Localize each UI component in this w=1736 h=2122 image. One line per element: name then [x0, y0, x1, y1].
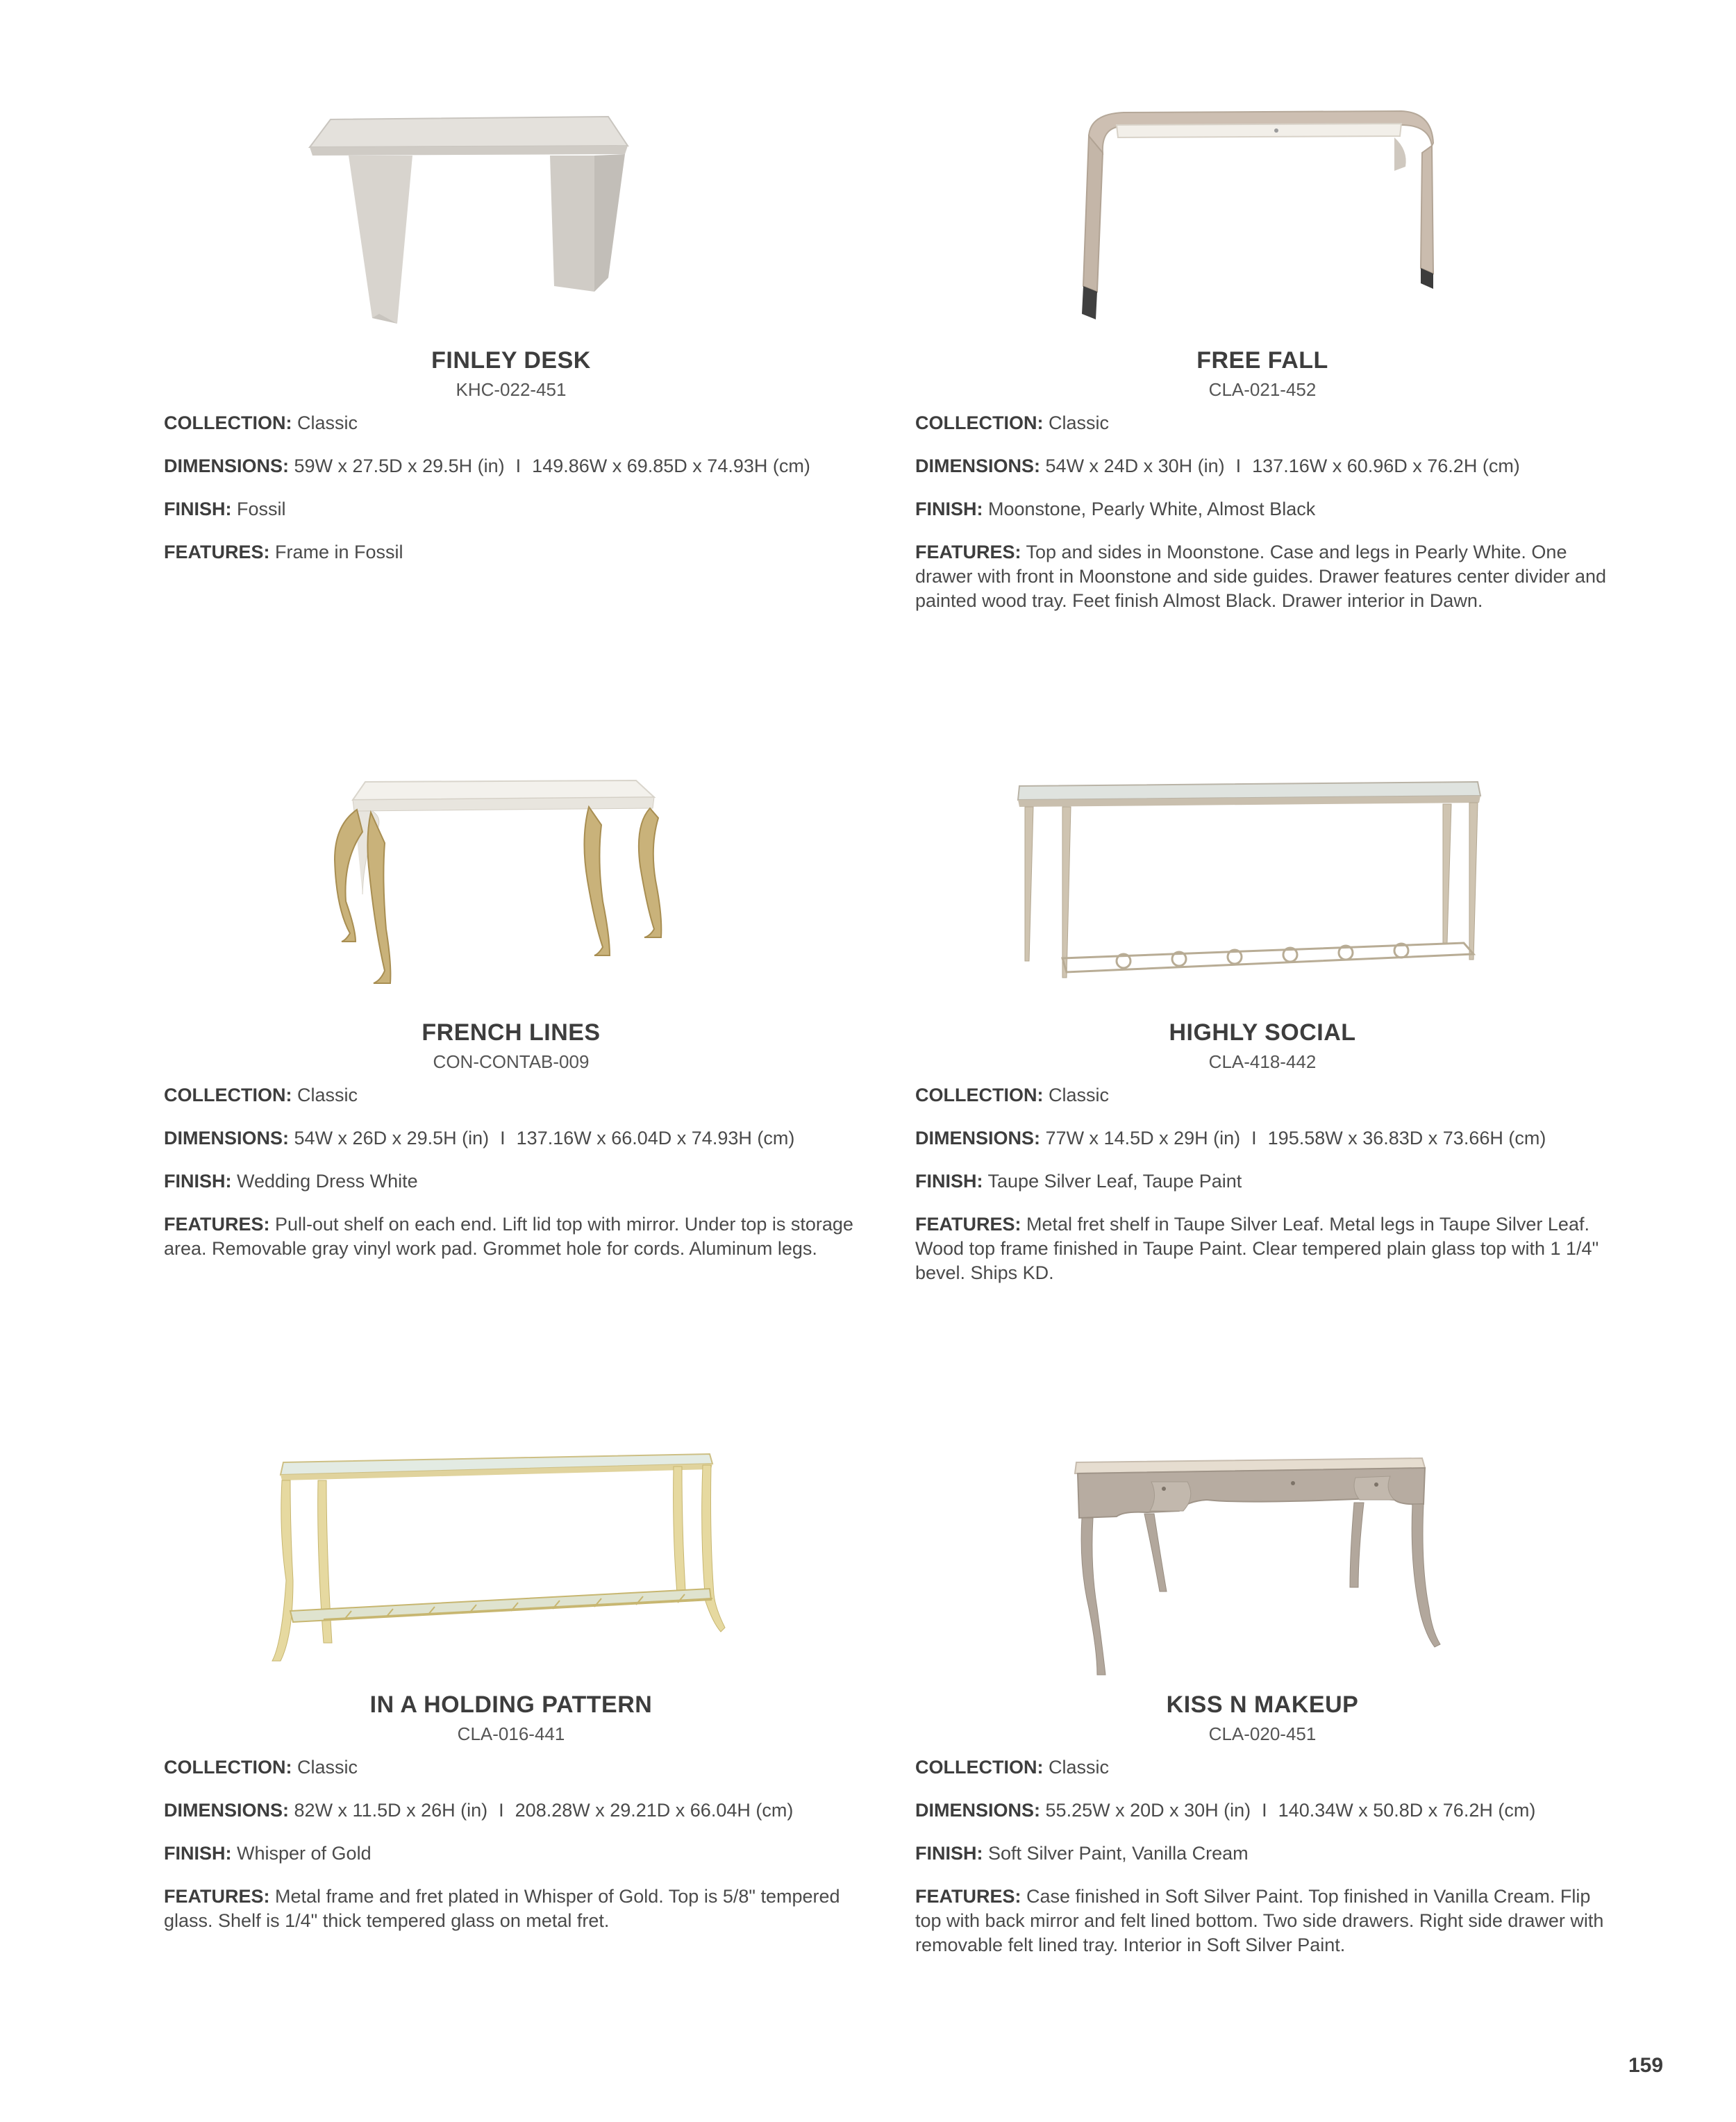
collection-row: [164, 1083, 858, 1108]
dimensions-row: [915, 1798, 1610, 1823]
collection-row: [915, 1755, 1610, 1780]
product-card-highly-social: [915, 776, 1610, 1283]
product-card-free-fall: [915, 104, 1610, 611]
finish-row: [915, 1169, 1610, 1194]
dimensions-row: [915, 454, 1610, 478]
dimensions-inches: 54W x 24D x 30H (in): [1045, 456, 1225, 476]
dimensions-separator: I: [515, 456, 521, 476]
finish-value: Taupe Silver Leaf, Taupe Paint: [987, 1171, 1242, 1192]
features-value: Metal frame and fret plated in Whisper of Gold. Top is 5/8" tempered glass. Shelf is 1/4" thick tempered glass on metal fret.: [164, 1886, 840, 1931]
collection-value: Classic: [297, 1085, 358, 1105]
dimensions-row: [164, 1798, 858, 1823]
collection-row: [164, 411, 858, 435]
dimensions-centimeters: 149.86W x 69.85D x 74.93H (cm): [532, 456, 810, 476]
dimensions-inches: 59W x 27.5D x 29.5H (in): [294, 456, 505, 476]
dimensions-inches: 54W x 26D x 29.5H (in): [294, 1128, 490, 1148]
collection-label: COLLECTION:: [164, 412, 292, 433]
finish-label: FINISH:: [164, 1843, 232, 1864]
dimensions-label: DIMENSIONS:: [915, 456, 1041, 476]
product-sku: CLA-020-451: [1208, 1723, 1317, 1744]
product-card-french-lines: [164, 776, 858, 1259]
features-value: Pull-out shelf on each end. Lift lid top with mirror. Under top is storage area. Removable gray vinyl work pad. Grommet hole for cords. Aluminum legs.: [164, 1214, 853, 1259]
product-name: HIGHLY SOCIAL: [1169, 1019, 1356, 1046]
product-photo: [915, 1448, 1610, 1678]
finish-label: FINISH:: [915, 1843, 983, 1864]
features-value: Metal fret shelf in Taupe Silver Leaf. Metal legs in Taupe Silver Leaf. Wood top frame finished in Taupe Paint. Clear tempered plain glass top with 1 1/4" bevel. Ships KD.: [915, 1214, 1599, 1283]
collection-label: COLLECTION:: [164, 1085, 292, 1105]
dimensions-inches: 55.25W x 20D x 30H (in): [1045, 1800, 1251, 1821]
collection-value: Classic: [1049, 412, 1110, 433]
dimensions-centimeters: 137.16W x 60.96D x 76.2H (cm): [1252, 456, 1520, 476]
product-sku: KHC-022-451: [456, 379, 567, 400]
features-row: [915, 540, 1610, 613]
product-sku: CLA-021-452: [1208, 379, 1317, 400]
dimensions-inches: 77W x 14.5D x 29H (in): [1045, 1128, 1241, 1148]
finish-label: FINISH:: [164, 1171, 232, 1192]
dimensions-separator: I: [499, 1800, 504, 1821]
dimensions-centimeters: 208.28W x 29.21D x 66.04H (cm): [515, 1800, 794, 1821]
collection-label: COLLECTION:: [915, 1085, 1044, 1105]
dimensions-separator: I: [1235, 456, 1242, 476]
dimensions-label: DIMENSIONS:: [915, 1800, 1041, 1821]
collection-label: COLLECTION:: [164, 1757, 292, 1778]
product-sku: CLA-016-441: [457, 1723, 565, 1744]
collection-value: Classic: [1049, 1085, 1110, 1105]
collection-value: Classic: [297, 1757, 358, 1778]
features-label: FEATURES:: [164, 1214, 270, 1235]
collection-row: [915, 1083, 1610, 1108]
collection-row: [164, 1755, 858, 1780]
collection-row: [915, 411, 1610, 435]
product-photo: [164, 104, 858, 333]
dimensions-label: DIMENSIONS:: [164, 1128, 290, 1148]
dimensions-label: DIMENSIONS:: [164, 1800, 290, 1821]
features-label: FEATURES:: [915, 1214, 1021, 1235]
features-label: FEATURES:: [915, 1886, 1021, 1907]
finish-value: Soft Silver Paint, Vanilla Cream: [988, 1843, 1249, 1864]
product-photo: [164, 776, 858, 1005]
product-name: IN A HOLDING PATTERN: [369, 1691, 653, 1718]
dimensions-centimeters: 140.34W x 50.8D x 76.2H (cm): [1278, 1800, 1536, 1821]
finish-value: Wedding Dress White: [237, 1171, 418, 1192]
finish-row: [164, 497, 858, 521]
dimensions-separator: I: [1251, 1128, 1257, 1148]
dimensions-separator: I: [1262, 1800, 1267, 1821]
collection-label: COLLECTION:: [915, 1757, 1044, 1778]
finish-value: Fossil: [237, 499, 286, 519]
finish-label: FINISH:: [915, 1171, 983, 1192]
finish-label: FINISH:: [164, 499, 232, 519]
features-row: [164, 1212, 858, 1261]
features-row: [915, 1885, 1610, 1957]
finish-label: FINISH:: [915, 499, 983, 519]
dimensions-row: [915, 1126, 1610, 1151]
features-value: Case finished in Soft Silver Paint. Top finished in Vanilla Cream. Flip top with back mirror and felt lined bottom. Two side drawers. Right side drawer with removable felt lined tray. Interior in Soft Silver Paint.: [915, 1886, 1604, 1955]
finish-value: Whisper of Gold: [237, 1843, 372, 1864]
features-value: Top and sides in Moonstone. Case and legs in Pearly White. One drawer with front in Moonstone and side guides. Drawer features center divider and painted wood tray. Feet finish Almost Black. Drawer interior in Dawn.: [915, 542, 1607, 611]
finish-row: [164, 1841, 858, 1866]
dimensions-row: [164, 1126, 858, 1151]
features-label: FEATURES:: [915, 542, 1021, 562]
product-name: FREE FALL: [1196, 347, 1328, 374]
dimensions-inches: 82W x 11.5D x 26H (in): [294, 1800, 488, 1821]
page-number: 159: [1628, 2054, 1664, 2077]
features-label: FEATURES:: [164, 542, 270, 562]
features-row: [164, 540, 858, 565]
product-name: KISS N MAKEUP: [1166, 1691, 1359, 1718]
features-label: FEATURES:: [164, 1886, 270, 1907]
dimensions-row: [164, 454, 858, 478]
dimensions-separator: I: [500, 1128, 506, 1148]
collection-label: COLLECTION:: [915, 412, 1044, 433]
product-card-kiss-n-makeup: [915, 1448, 1610, 1955]
product-card-in-a-holding-pattern: [164, 1448, 858, 1931]
dimensions-centimeters: 137.16W x 66.04D x 74.93H (cm): [516, 1128, 795, 1148]
product-sku: CLA-418-442: [1208, 1051, 1317, 1072]
product-photo: [915, 776, 1610, 1005]
dimensions-label: DIMENSIONS:: [915, 1128, 1041, 1148]
finish-row: [164, 1169, 858, 1194]
product-name: FINLEY DESK: [431, 347, 591, 374]
features-row: [915, 1212, 1610, 1285]
product-name: FRENCH LINES: [422, 1019, 601, 1046]
finish-row: [915, 1841, 1610, 1866]
collection-value: Classic: [297, 412, 358, 433]
features-value: Frame in Fossil: [275, 542, 403, 562]
product-photo: [915, 104, 1610, 333]
dimensions-label: DIMENSIONS:: [164, 456, 290, 476]
finish-row: [915, 497, 1610, 521]
product-card-finley-desk: [164, 104, 858, 562]
features-row: [164, 1885, 858, 1933]
product-sku: CON-CONTAB-009: [433, 1051, 590, 1072]
product-photo: [164, 1448, 858, 1678]
dimensions-centimeters: 195.58W x 36.83D x 73.66H (cm): [1267, 1128, 1546, 1148]
collection-value: Classic: [1049, 1757, 1110, 1778]
finish-value: Moonstone, Pearly White, Almost Black: [988, 499, 1316, 519]
